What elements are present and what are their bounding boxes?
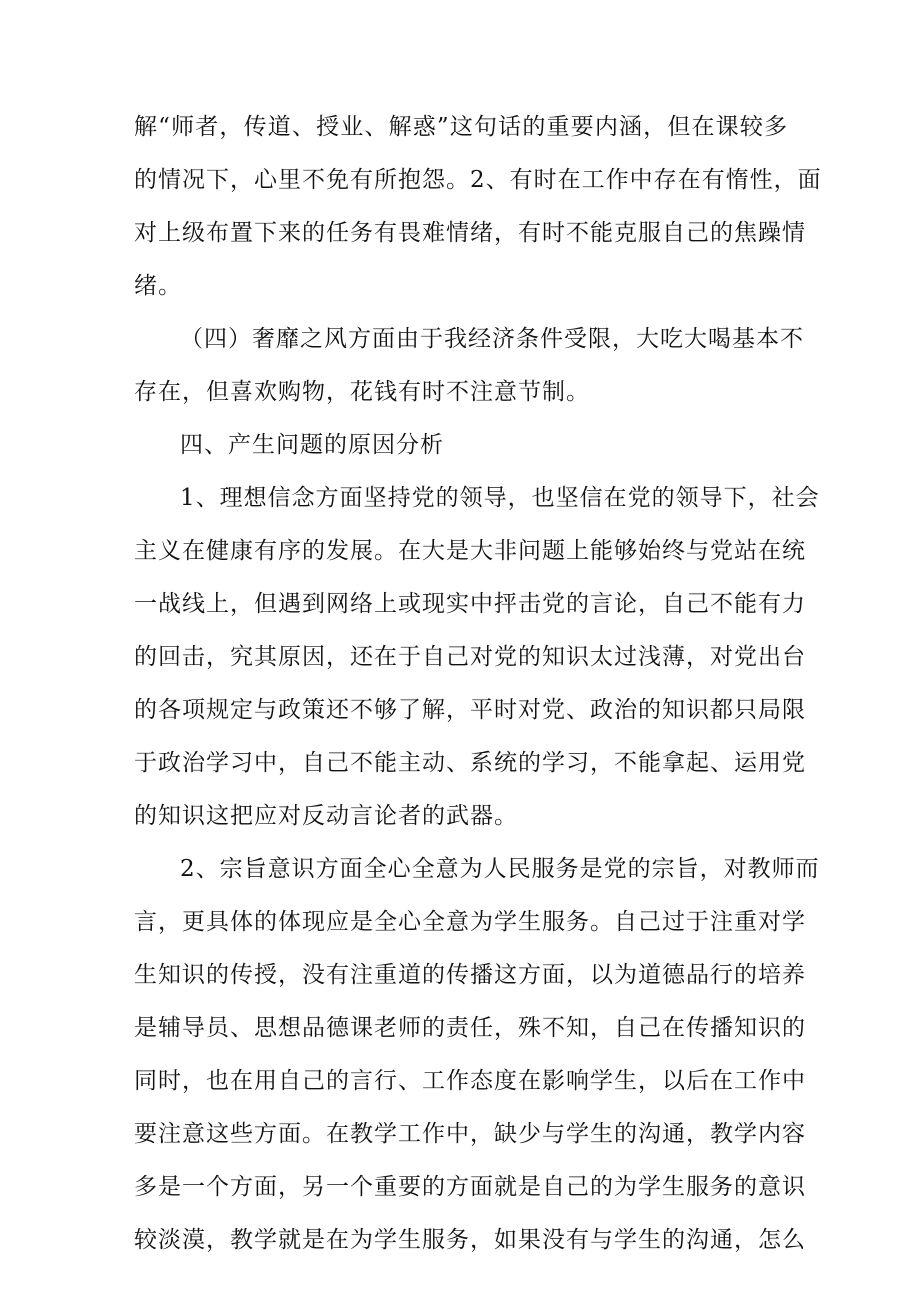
paragraph-line: 是辅导员、思想品德课老师的责任，殊不知，自己在传播知识的 xyxy=(134,1015,806,1041)
paragraph-line: 的各项规定与政策还不够了解，平时对党、政治的知识都只局限 xyxy=(134,697,806,723)
paragraph-line: 对上级布置下来的任务有畏难情绪，有时不能克服自己的焦躁情 xyxy=(134,220,806,246)
paragraph-line: 绪。 xyxy=(134,273,182,299)
paragraph-line: 多是一个方面，另一个重要的方面就是自己的为学生服务的意识 xyxy=(134,1174,806,1200)
paragraph-line: （四）奢靡之风方面由于我经济条件受限，大吃大喝基本不 xyxy=(180,326,804,352)
paragraph-line: 的知识这把应对反动言论者的武器。 xyxy=(134,803,518,829)
paragraph-line: 生知识的传授，没有注重道的传播这方面，以为道德品行的培养 xyxy=(134,962,806,988)
document-body xyxy=(134,104,822,1270)
paragraph-line: 一战线上，但遇到网络上或现实中抨击党的言论，自己不能有力 xyxy=(134,591,806,617)
paragraph-line: 1、理想信念方面坚持党的领导，也坚信在党的领导下，社会 xyxy=(180,485,820,511)
section-heading: 四、产生问题的原因分析 xyxy=(180,432,444,458)
paragraph-line: 存在，但喜欢购物，花钱有时不注意节制。 xyxy=(134,379,590,405)
paragraph-line: 言，更具体的体现应是全心全意为学生服务。自己过于注重对学 xyxy=(134,909,806,935)
paragraph-line: 的情况下，心里不免有所抱怨。2、有时在工作中存在有惰性，面 xyxy=(134,167,822,193)
paragraph-line: 同时，也在用自己的言行、工作态度在影响学生，以后在工作中 xyxy=(134,1068,806,1094)
paragraph-line: 的回击，究其原因，还在于自己对党的知识太过浅薄，对党出台 xyxy=(134,644,806,670)
paragraph-line: 主义在健康有序的发展。在大是大非问题上能够始终与党站在统 xyxy=(134,538,806,564)
paragraph-line: 2、宗旨意识方面全心全意为人民服务是党的宗旨，对教师而 xyxy=(180,856,820,882)
paragraph-line: 较淡漠，教学就是在为学生服务，如果没有与学生的沟通，怎么 xyxy=(134,1227,806,1253)
paragraph-line: 于政治学习中，自己不能主动、系统的学习，不能拿起、运用党 xyxy=(134,750,806,776)
paragraph-line: 解“师者，传道、授业、解惑”这句话的重要内涵，但在课较多 xyxy=(134,114,788,140)
paragraph-line: 要注意这些方面。在教学工作中，缺少与学生的沟通，教学内容 xyxy=(134,1121,806,1147)
